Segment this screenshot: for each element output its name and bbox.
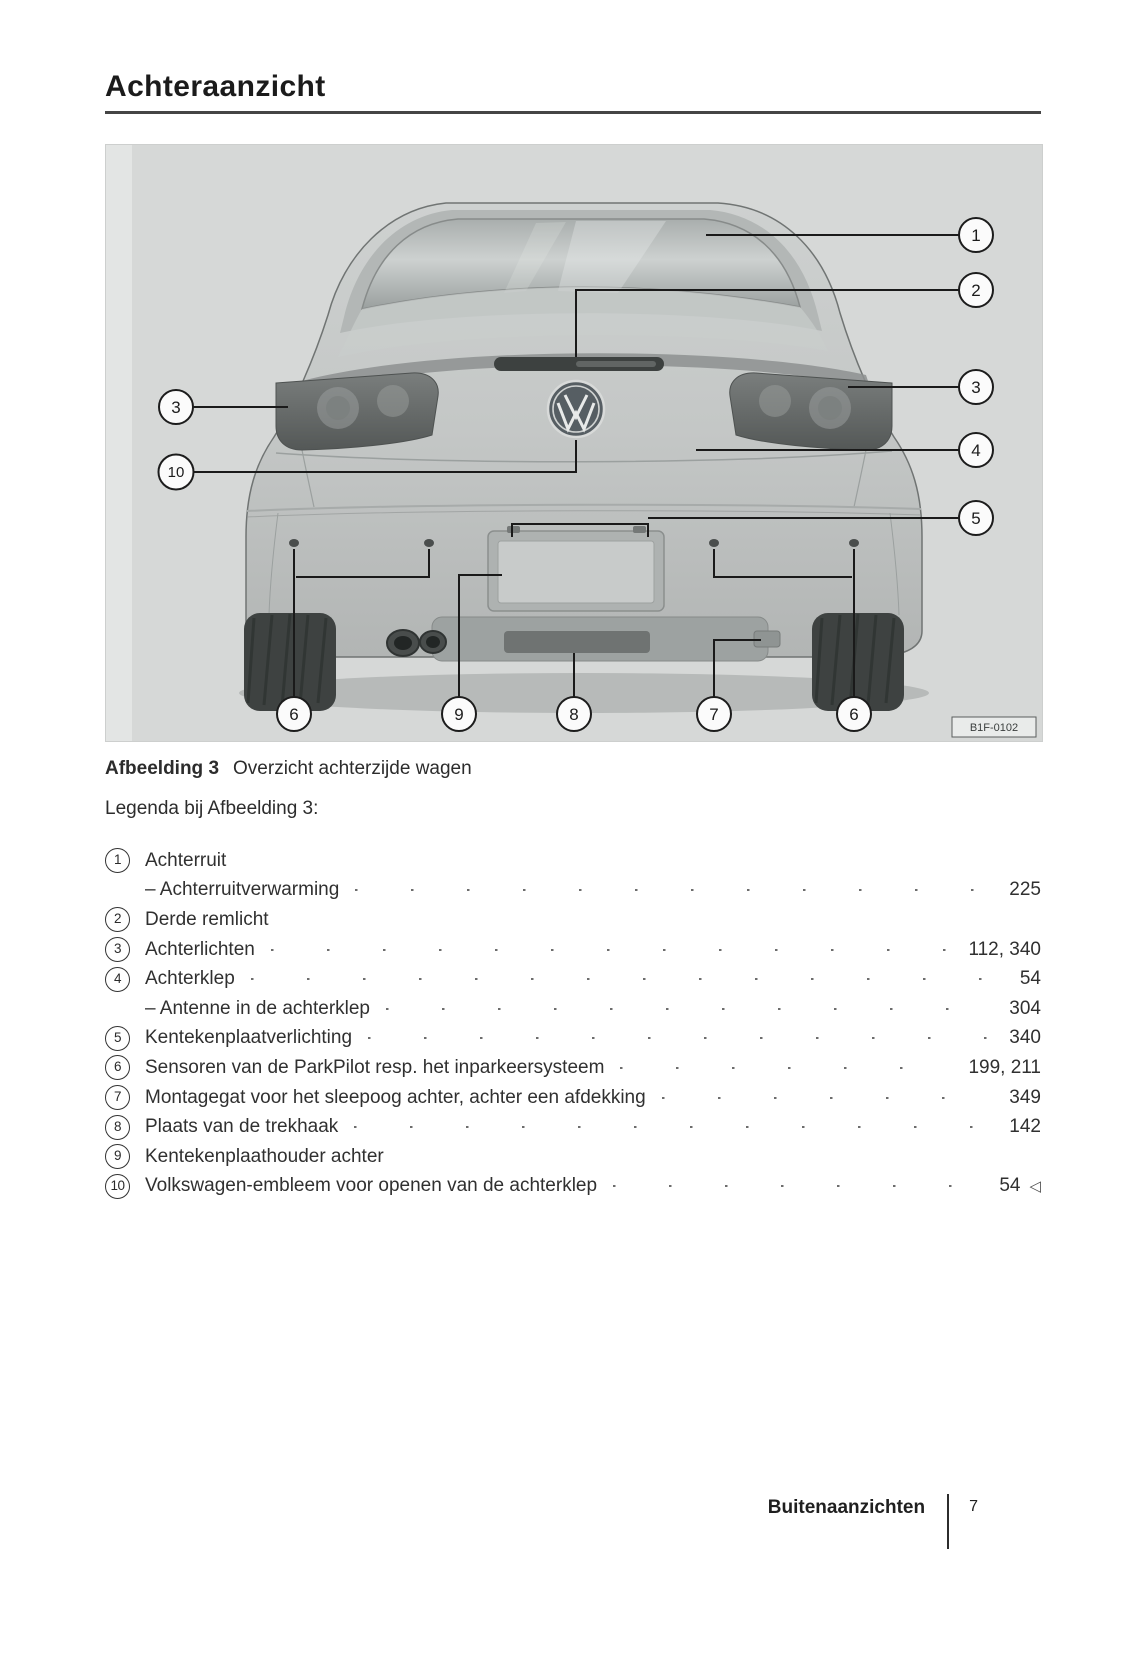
footer-section-label: Buitenaanzichten: [767, 1497, 926, 1518]
dot-leader: [354, 1125, 993, 1129]
footer-divider: [947, 1494, 949, 1549]
legend-page-number: 142: [1009, 1116, 1041, 1138]
legend-subitem: [105, 876, 1041, 906]
legend-item: [105, 846, 1041, 876]
legend-page-number: 54: [999, 1175, 1021, 1197]
callout-8: [557, 697, 591, 731]
legend-number-badge: 2: [105, 907, 130, 932]
svg-text:6: 6: [849, 705, 859, 724]
legend-item: [105, 1142, 1041, 1172]
legend-page-number: 199, 211: [968, 1056, 1041, 1078]
plate-light-left: [507, 526, 520, 533]
svg-text:7: 7: [709, 705, 719, 724]
third-brake-light: [494, 357, 664, 371]
dot-leader: [368, 1036, 993, 1040]
svg-text:8: 8: [569, 705, 579, 724]
legend-page-number: 349: [1009, 1086, 1041, 1108]
legend-item: [105, 1024, 1041, 1054]
legend-item: [105, 935, 1041, 965]
dot-leader: [251, 977, 1004, 981]
legend-number-badge: 1: [105, 848, 130, 873]
svg-text:5: 5: [971, 509, 981, 528]
image-code-box: [952, 717, 1036, 737]
figure-caption: [105, 758, 1041, 780]
taillight-right: [730, 373, 892, 450]
callout-3-right: [959, 370, 993, 404]
legend-label: – Antenne in de achterklep: [145, 997, 371, 1019]
legend-label: Achterklep: [145, 968, 235, 990]
legend-number-badge: 9: [105, 1144, 130, 1169]
legend-label: Montagegat voor het sleepoog achter, achter een afdekking: [145, 1086, 646, 1108]
svg-text:2: 2: [971, 281, 981, 300]
svg-text:9: 9: [454, 705, 464, 724]
legend-page-number: 304: [1009, 997, 1041, 1019]
svg-text:4: 4: [971, 441, 981, 460]
legend-page-number: 54: [1019, 968, 1041, 990]
dot-leader: [355, 888, 993, 892]
legend-intro: Legenda bij Afbeelding 3:: [105, 798, 319, 819]
legend-number-badge: 4: [105, 967, 130, 992]
legend-item: [105, 905, 1041, 935]
legend-number-badge: 6: [105, 1055, 130, 1080]
figure-rear-view: [105, 144, 1043, 742]
dot-leader: [386, 1007, 993, 1011]
svg-text:1: 1: [971, 226, 981, 245]
callout-7: [697, 697, 731, 731]
legend-label: Achterruit: [145, 849, 227, 871]
legend-number-badge: 8: [105, 1115, 130, 1140]
legend-list: [105, 846, 1041, 1201]
dot-leader: [662, 1096, 994, 1100]
legend-number-badge: 5: [105, 1026, 130, 1051]
callout-6-left: [277, 697, 311, 731]
footer-page-number: 7: [969, 1498, 978, 1515]
legend-label: Kentekenplaatverlichting: [145, 1027, 353, 1049]
legend-label: – Achterruitverwarming: [145, 879, 340, 901]
callout-5: [959, 501, 993, 535]
callout-10: [159, 455, 194, 490]
image-code: B1F-0102: [969, 722, 1019, 734]
legend-number-badge: 3: [105, 937, 130, 962]
legend-label: Sensoren van de ParkPilot resp. het inparkeersysteem: [145, 1056, 605, 1078]
page-footer: [768, 1497, 978, 1549]
callout-6-right: [837, 697, 871, 731]
legend-label: Derde remlicht: [145, 908, 269, 930]
dot-leader: [613, 1184, 983, 1188]
svg-text:3: 3: [171, 398, 181, 417]
legend-item: [105, 1172, 1041, 1202]
legend-label: Plaats van de trekhaak: [145, 1116, 339, 1138]
diffuser-vent: [504, 631, 650, 653]
dot-leader: [620, 1066, 952, 1070]
caption-label: Afbeelding 3: [105, 758, 220, 779]
taillight-left: [276, 373, 438, 450]
callout-2: [959, 273, 993, 307]
manual-page: [105, 0, 1041, 1201]
continuation-marker-icon: ◁: [1029, 1178, 1041, 1196]
svg-text:10: 10: [167, 464, 185, 481]
page-title: Achteraanzicht: [105, 70, 1041, 114]
callout-4: [959, 433, 993, 467]
legend-item: [105, 1083, 1041, 1113]
legend-label: Volkswagen-embleem voor openen van de achterklep: [145, 1175, 598, 1197]
legend-page-number: 340: [1009, 1027, 1041, 1049]
svg-text:3: 3: [971, 378, 981, 397]
legend-item: [105, 1112, 1041, 1142]
legend-number-badge: 7: [105, 1085, 130, 1110]
legend-number-badge: 10: [105, 1174, 130, 1199]
legend-page-number: 112, 340: [968, 938, 1041, 960]
dot-leader: [271, 948, 953, 952]
legend-item: [105, 964, 1041, 994]
callout-3-left: [159, 390, 193, 424]
legend-label: Kentekenplaathouder achter: [145, 1145, 384, 1167]
plate-light-right: [633, 526, 646, 533]
license-plate-recess: [488, 526, 664, 611]
legend-label: Achterlichten: [145, 938, 255, 960]
legend-item: [105, 1053, 1041, 1083]
caption-text: Overzicht achterzijde wagen: [233, 758, 472, 779]
callout-9: [442, 697, 476, 731]
rear-view-illustration: [106, 145, 1042, 741]
legend-page-number: 225: [1009, 879, 1041, 901]
callout-1: [959, 218, 993, 252]
license-plate: [498, 541, 654, 603]
vw-emblem-icon: [548, 381, 604, 437]
legend-subitem: [105, 994, 1041, 1024]
svg-text:6: 6: [289, 705, 299, 724]
